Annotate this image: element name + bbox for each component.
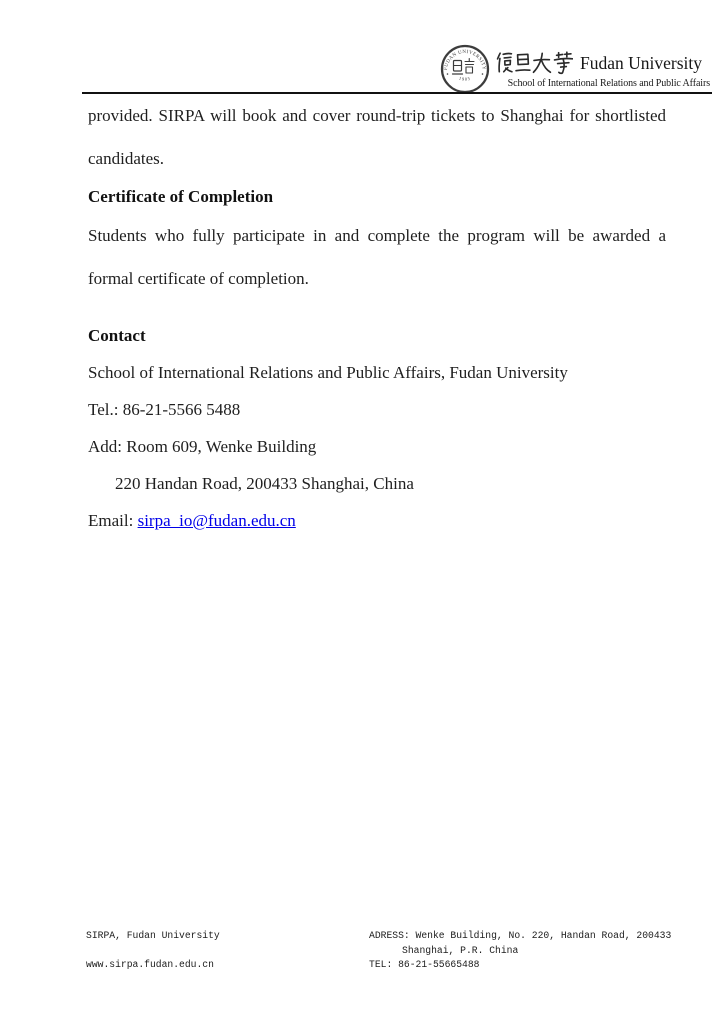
document-body bbox=[88, 94, 666, 539]
school-name: School of International Relations and Public Affairs bbox=[507, 78, 710, 89]
footer-org-line: SIRPA, Fudan University bbox=[86, 930, 220, 941]
footer-tel-line: TEL: 86-21-55665488 bbox=[369, 959, 480, 970]
university-name-chinese-calligraphy bbox=[495, 49, 573, 76]
seal-year-text: 1905 bbox=[458, 75, 472, 82]
university-name-english: Fudan University bbox=[580, 53, 703, 73]
certificate-paragraph-line-2: formal certificate of completion. bbox=[88, 269, 309, 288]
fudan-seal-logo bbox=[440, 44, 490, 94]
seal-center-glyphs bbox=[453, 59, 475, 75]
svg-text:1905 bbox=[458, 76, 471, 82]
footer-right-column bbox=[369, 929, 671, 973]
certificate-heading: Certificate of Completion bbox=[88, 187, 274, 206]
intro-paragraph-line-2: candidates. bbox=[88, 149, 164, 168]
svg-text:FUDAN UNIVERSITY bbox=[444, 50, 486, 71]
footer-left-column bbox=[86, 929, 220, 973]
email-label: Email: bbox=[88, 511, 134, 530]
contact-heading: Contact bbox=[88, 326, 146, 345]
footer-address-line-1: ADRESS: Wenke Building, No. 220, Handan Road, 200433 bbox=[369, 930, 672, 941]
contact-address-line-2: 220 Handan Road, 200433 Shanghai, China bbox=[115, 474, 414, 493]
brand-row bbox=[495, 49, 702, 76]
contact-address-line-1: Add: Room 609, Wenke Building bbox=[88, 437, 317, 456]
footer-address-line-2: Shanghai, P.R. China bbox=[402, 944, 519, 956]
certificate-paragraph-line-1: Students who fully participate in and complete the program will be awarded a bbox=[88, 226, 666, 245]
email-link[interactable]: sirpa_io@fudan.edu.cn bbox=[137, 511, 296, 530]
intro-paragraph-line-1: provided. SIRPA will book and cover round-trip tickets to Shanghai for shortlisted bbox=[88, 106, 666, 125]
seal-ring-text: FUDAN UNIVERSITY bbox=[443, 49, 487, 71]
footer-website-line: www.sirpa.fudan.edu.cn bbox=[86, 959, 214, 970]
contact-email-line bbox=[88, 502, 666, 539]
contact-school-line: School of International Relations and Public Affairs, Fudan University bbox=[88, 363, 568, 382]
contact-tel-line: Tel.: 86-21-5566 5488 bbox=[88, 400, 241, 419]
